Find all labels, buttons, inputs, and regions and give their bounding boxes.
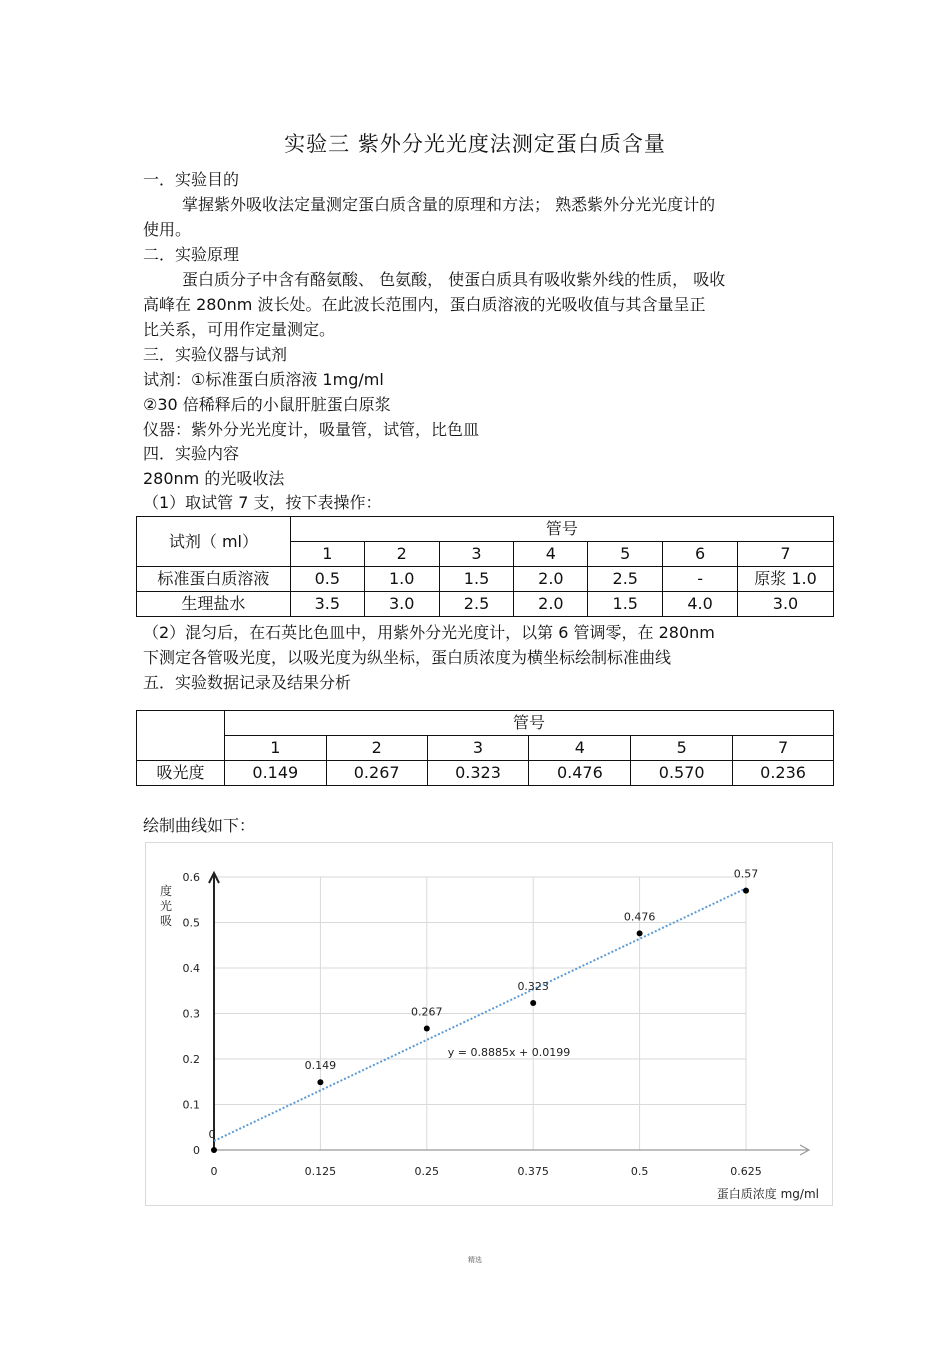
reagents-line-2: ②30 倍稀释后的小鼠肝脏蛋白原浆 bbox=[143, 395, 391, 414]
data-point bbox=[530, 1000, 536, 1006]
table-cell: 2.5 bbox=[439, 592, 514, 617]
table1-corner: 试剂（ ml） bbox=[137, 517, 291, 567]
x-tick-label: 0.5 bbox=[630, 1165, 649, 1178]
section-4-heading: 四．实验内容 bbox=[143, 444, 240, 463]
chart-caption: 绘制曲线如下： bbox=[143, 816, 256, 835]
y-tick-label: 0.2 bbox=[182, 1053, 200, 1066]
table2-tube: 7 bbox=[733, 736, 834, 761]
y-axis-label-char: 吸 bbox=[159, 914, 173, 928]
x-tick-label: 0.25 bbox=[414, 1165, 440, 1178]
row-label: 标准蛋白质溶液 bbox=[137, 567, 291, 592]
step-2-line: （2）混匀后，在石英比色皿中，用紫外分光光度计，以第 6 管调零，在 280nm bbox=[143, 623, 715, 642]
table-cell: 1.5 bbox=[439, 567, 514, 592]
table-cell: 0.267 bbox=[326, 761, 427, 786]
table1-tube: 1 bbox=[290, 542, 364, 567]
section-3-heading: 三．实验仪器与试剂 bbox=[143, 345, 288, 364]
step-1-line: （1）取试管 7 支，按下表操作： bbox=[143, 493, 382, 512]
x-tick-label: 0.375 bbox=[517, 1165, 549, 1178]
table-cell: 3.0 bbox=[738, 592, 834, 617]
data-label: 0.267 bbox=[411, 1005, 443, 1019]
table2-tube: 4 bbox=[529, 736, 631, 761]
table-cell: 3.0 bbox=[364, 592, 439, 617]
table2-corner bbox=[137, 711, 225, 761]
y-tick-label: 0.5 bbox=[182, 916, 200, 930]
table-cell: 原浆 1.0 bbox=[738, 567, 834, 592]
footer-text: 精选 bbox=[468, 1256, 482, 1264]
trendline-equation: y = 0.8885x + 0.0199 bbox=[447, 1045, 571, 1059]
data-point bbox=[637, 930, 643, 936]
table-cell: 2.5 bbox=[588, 567, 663, 592]
x-tick-label: 0.625 bbox=[730, 1165, 762, 1178]
table-cell: 0.570 bbox=[631, 761, 733, 786]
reagents-line: 试剂：①标准蛋白质溶液 1mg/ml bbox=[143, 370, 384, 389]
table-cell: 2.0 bbox=[514, 567, 588, 592]
table2-tube: 5 bbox=[631, 736, 733, 761]
y-tick-label: 0.6 bbox=[182, 871, 200, 884]
y-axis-label-char: 度 bbox=[159, 884, 173, 898]
data-label: 0 bbox=[208, 1128, 216, 1141]
data-point bbox=[424, 1026, 430, 1032]
data-point bbox=[211, 1147, 217, 1153]
row-label: 吸光度 bbox=[137, 761, 225, 786]
section-2-text: 蛋白质分子中含有酪氨酸、 色氨酸， 使蛋白质具有吸收紫外线的性质， 吸收 bbox=[182, 270, 726, 289]
table-cell: 0.323 bbox=[427, 761, 529, 786]
data-label: 0.476 bbox=[623, 910, 656, 924]
table-cell: 0.236 bbox=[733, 761, 834, 786]
table2-group-header: 管号 bbox=[224, 711, 833, 736]
step-2-line-cont: 下测定各管吸光度，以吸光度为纵坐标，蛋白质浓度为横坐标绘制标准曲线 bbox=[143, 648, 672, 667]
table-row bbox=[137, 592, 834, 617]
table2-tube: 1 bbox=[224, 736, 326, 761]
table1-tube: 3 bbox=[439, 542, 514, 567]
table1-group-header: 管号 bbox=[290, 517, 833, 542]
y-tick-label: 0.1 bbox=[182, 1098, 200, 1112]
data-point bbox=[743, 888, 749, 894]
x-axis-label: 蛋白质浓度 mg/ml bbox=[716, 1187, 819, 1201]
y-axis-label-char: 光 bbox=[159, 899, 173, 913]
data-label: 0.57 bbox=[733, 867, 759, 881]
section-2-heading: 二．实验原理 bbox=[143, 245, 240, 264]
chart-canvas bbox=[146, 843, 834, 1207]
table1-tube: 5 bbox=[588, 542, 663, 567]
page-title: 实验三 紫外分光光度法测定蛋白质含量 bbox=[284, 132, 666, 156]
table-row bbox=[137, 761, 834, 786]
x-tick-label: 0.125 bbox=[304, 1165, 337, 1178]
table2-tube: 3 bbox=[427, 736, 529, 761]
y-tick-label: 0.4 bbox=[182, 962, 200, 975]
y-tick-label: 0 bbox=[193, 1144, 200, 1157]
table-cell: 0.149 bbox=[224, 761, 326, 786]
instruments-line: 仪器：紫外分光光度计，吸量管，试管，比色皿 bbox=[143, 420, 480, 439]
table-cell: 3.5 bbox=[290, 592, 364, 617]
table2-tube: 2 bbox=[326, 736, 427, 761]
section-2-text-cont: 高峰在 280nm 波长处。在此波长范围内，蛋白质溶液的光吸收值与其含量呈正 bbox=[143, 295, 706, 314]
table-cell: 0.5 bbox=[290, 567, 364, 592]
table1-tube: 2 bbox=[364, 542, 439, 567]
data-label: 0.149 bbox=[304, 1059, 337, 1073]
table-cell: - bbox=[663, 567, 738, 592]
section-1-text: 掌握紫外吸收法定量测定蛋白质含量的原理和方法； 熟悉紫外分光光度计的 bbox=[182, 195, 716, 214]
table-cell: 1.0 bbox=[364, 567, 439, 592]
section-5-heading: 五．实验数据记录及结果分析 bbox=[143, 673, 352, 692]
x-tick-label: 0 bbox=[210, 1165, 218, 1178]
y-tick-label: 0.3 bbox=[182, 1007, 200, 1021]
section-1-text-cont: 使用。 bbox=[143, 220, 192, 239]
data-point bbox=[317, 1079, 323, 1085]
section-2-text-cont2: 比关系，可用作定量测定。 bbox=[143, 320, 336, 339]
section-1-heading: 一．实验目的 bbox=[143, 170, 240, 189]
method-line: 280nm 的光吸收法 bbox=[143, 469, 285, 488]
table-cell: 2.0 bbox=[514, 592, 588, 617]
table1-tube: 4 bbox=[514, 542, 588, 567]
table-cell: 4.0 bbox=[663, 592, 738, 617]
trendline bbox=[214, 888, 746, 1141]
table1-tube: 6 bbox=[663, 542, 738, 567]
reagent-table bbox=[136, 516, 834, 617]
row-label: 生理盐水 bbox=[137, 592, 291, 617]
absorbance-table bbox=[136, 710, 834, 786]
table-cell: 1.5 bbox=[588, 592, 663, 617]
table-row bbox=[137, 567, 834, 592]
data-label: 0.323 bbox=[517, 980, 549, 994]
standard-curve-chart bbox=[145, 842, 833, 1206]
table1-tube: 7 bbox=[738, 542, 834, 567]
table-cell: 0.476 bbox=[529, 761, 631, 786]
